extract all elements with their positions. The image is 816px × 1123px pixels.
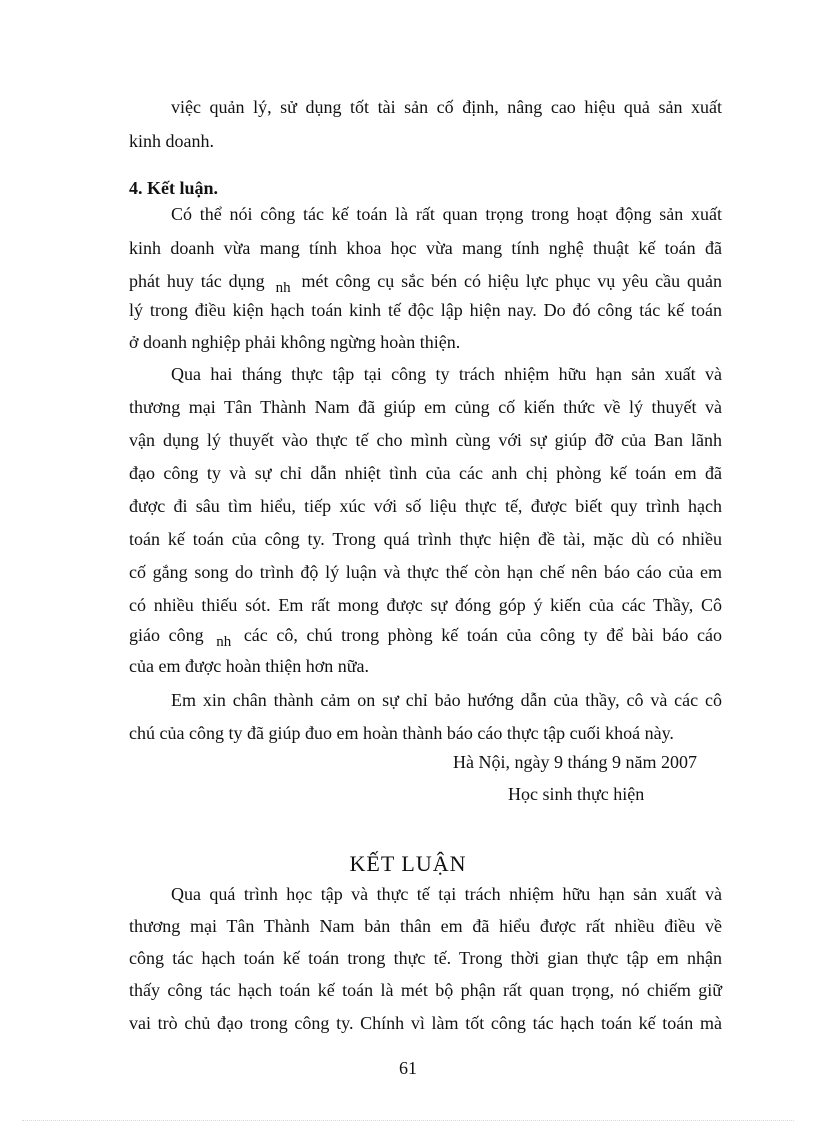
paragraph-line: kinh doanh vừa mang tính khoa học vừa mang tính nghệ thuật kế toán đã bbox=[129, 238, 722, 258]
paragraph-line: Có thể nói công tác kế toán là rất quan trọng trong hoạt động sản xuất bbox=[171, 204, 722, 224]
paragraph-line: thấy công tác hạch toán kế toán là mét bộ phận rất quan trọng, nó chiếm giữ bbox=[129, 980, 722, 1000]
paragraph-line: lý trong điều kiện hạch toán kinh tế độc lập hiện nay. Do đó công tác kế toán bbox=[129, 300, 722, 320]
paragraph-line: việc quản lý, sử dụng tốt tài sản cố định, nâng cao hiệu quả sản xuất bbox=[171, 97, 722, 117]
paragraph-line: vận dụng lý thuyết vào thực tế cho mình cùng với sự giúp đỡ của Ban lãnh bbox=[129, 430, 722, 450]
signature-date: Hà Nội, ngày 9 tháng 9 năm 2007 bbox=[453, 752, 697, 772]
paragraph-line: ở doanh nghiệp phải không ngừng hoàn thiện. bbox=[129, 332, 461, 352]
subscript-fragment: nh bbox=[275, 280, 291, 296]
text-run: phát huy tác dụng bbox=[129, 271, 265, 291]
paragraph-line: kinh doanh. bbox=[129, 131, 214, 151]
paragraph-line: cố gắng song do trình độ lý luận và thực thế còn hạn chế nên báo cáo của em bbox=[129, 562, 722, 582]
paragraph-line: thương mại Tân Thành Nam đã giúp em củng cố kiến thức về lý thuyết và bbox=[129, 397, 722, 417]
paragraph-line: thương mại Tân Thành Nam bản thân em đã hiểu được rất nhiều điều về bbox=[129, 916, 722, 936]
paragraph-line: chú của công ty đã giúp đuo em hoàn thành báo cáo thực tập cuối khoá này. bbox=[129, 723, 674, 743]
page-title: KẾT LUẬN bbox=[349, 851, 467, 876]
paragraph-line: có nhiều thiếu sót. Em rất mong được sự đóng góp ý kiến của các Thầy, Cô bbox=[129, 595, 722, 615]
paragraph-line: toán kế toán của công ty. Trong quá trình thực hiện đề tài, mặc dù có nhiều bbox=[129, 529, 722, 549]
paragraph-line: vai trò chủ đạo trong công ty. Chính vì làm tốt công tác hạch toán kế toán mà bbox=[129, 1013, 722, 1033]
paragraph-line: công tác hạch toán kế toán trong thực tế. Trong thời gian thực tập em nhận bbox=[129, 948, 722, 968]
paragraph-line: đạo công ty và sự chỉ dẫn nhiệt tình của các anh chị phòng kế toán em đã bbox=[129, 463, 722, 483]
signature-signer: Học sinh thực hiện bbox=[508, 784, 645, 804]
text-run: giáo công bbox=[129, 625, 204, 645]
paragraph-line: của em được hoàn thiện hơn nữa. bbox=[129, 656, 369, 676]
text-run: các cô, chú trong phòng kế toán của công ty để bài báo cáo bbox=[243, 625, 723, 645]
paragraph-line: Em xin chân thành cảm on sự chỉ bảo hướng dẫn của thầy, cô và các cô bbox=[171, 690, 722, 710]
section-heading: 4. Kết luận. bbox=[129, 178, 219, 198]
page-divider bbox=[22, 1120, 794, 1121]
paragraph-line: được đi sâu tìm hiểu, tiếp xúc với số liệu thực tế, được biết quy trình hạch bbox=[129, 496, 722, 516]
page-number: 61 bbox=[399, 1058, 417, 1078]
paragraph-line: Qua hai tháng thực tập tại công ty trách nhiệm hữu hạn sản xuất và bbox=[171, 364, 722, 384]
paragraph-line: Qua quá trình học tập và thực tế tại trách nhiệm hữu hạn sản xuất và bbox=[171, 884, 722, 904]
text-run: mét công cụ sắc bén có hiệu lực phục vụ yêu cầu quản bbox=[301, 271, 722, 291]
paragraph-line bbox=[129, 270, 722, 299]
subscript-fragment: nh bbox=[216, 634, 232, 650]
paragraph-line bbox=[129, 624, 722, 653]
